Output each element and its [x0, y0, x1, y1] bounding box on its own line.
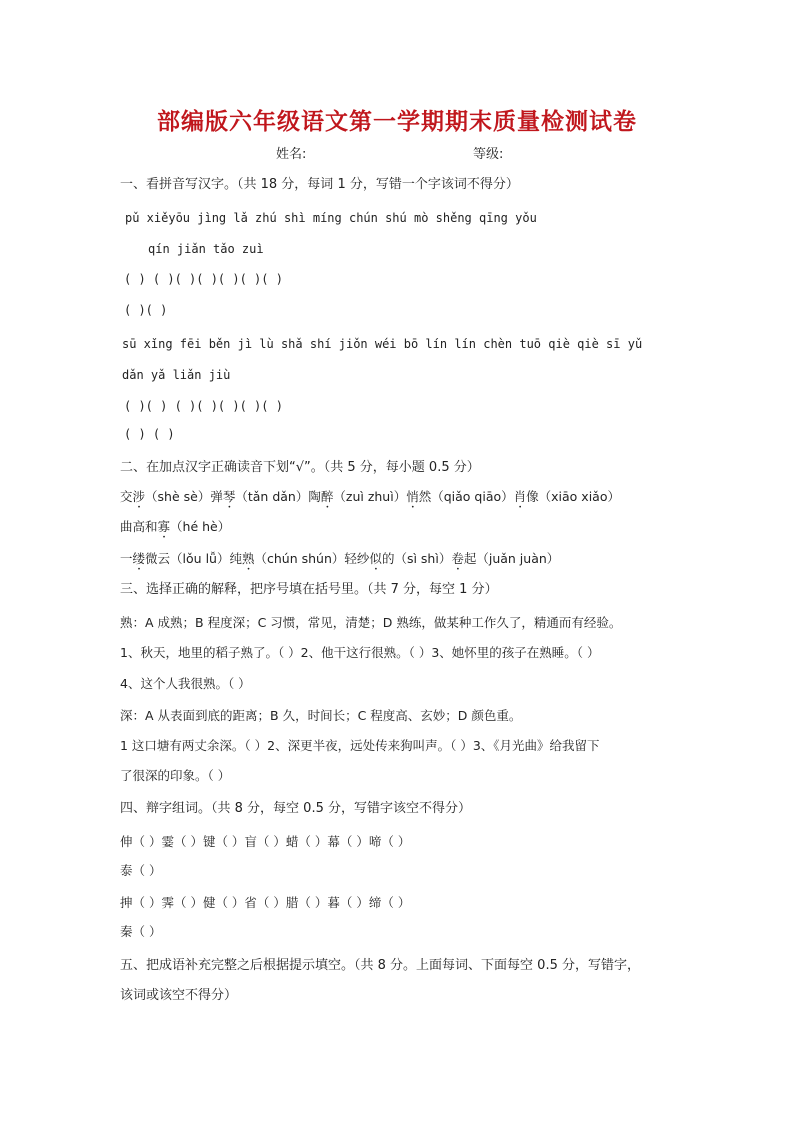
reading-item: 肖像（xiāo xiǎo） [513, 489, 620, 504]
word-group-row-3: 抻（ ）霁（ ）健（ ）省（ ）腊（ ）暮（ ）缔（ ） [120, 895, 411, 910]
shen-questions-2: 了很深的印象。（ ） [120, 768, 231, 783]
word-group-row-2: 泰（ ） [120, 863, 162, 878]
answer-parens-row-4: ( ) ( ) [124, 427, 175, 441]
shen-questions-1: 1 这口塘有两丈余深。（ ）2、深更半夜，远处传来狗叫声。（ ）3、《月光曲》给我留下 [120, 738, 600, 753]
pinyin-row-3: sū xǐng fēi běn jì lù shǎ shí jiǒn wéi bō lín lín chèn tuō qiè qiè sī yǔ [122, 337, 643, 351]
answer-parens-row-3: ( )( ) ( )( )( )( )( ) [124, 399, 283, 413]
section3-heading: 三、选择正确的解释，把序号填在括号里。（共 7 分，每空 1 分） [120, 582, 498, 597]
shen-definitions: 深：A 从表面到底的距离；B 久，时间长；C 程度高、玄妙；D 颜色重。 [120, 708, 522, 723]
section1-heading: 一、看拼音写汉字。（共 18 分，每词 1 分，写错一个字该词不得分） [120, 177, 519, 192]
pinyin-row-2: qín jiǎn tǎo zuì [148, 242, 264, 256]
reading-item: 一缕微云（lǒu lǚ） [120, 551, 230, 566]
reading-item: 交涉（shè sè） [120, 489, 211, 504]
reading-item: 悄然（qiǎo qiāo） [406, 489, 514, 504]
word-group-row-1: 伸（ ）霎（ ）键（ ）盲（ ）蜡（ ）幕（ ）啼（ ） [120, 834, 411, 849]
page-title: 部编版六年级语文第一学期期末质量检测试卷 [157, 108, 637, 135]
reading-item: 陶醉（zuì zhuì） [308, 489, 407, 504]
reading-item: 弹琴（tǎn dǎn） [210, 489, 309, 504]
shu-questions-2: 4、这个人我很熟。（ ） [120, 676, 251, 691]
section4-heading: 四、辩字组词。（共 8 分，每空 0.5 分，写错字该空不得分） [120, 801, 471, 816]
shu-questions-1: 1、秋天，地里的稻子熟了。（ ）2、他干这行很熟。（ ）3、她怀里的孩子在熟睡。（ ） [120, 645, 600, 660]
shu-definitions: 熟：A 成熟；B 程度深；C 习惯，常见，清楚；D 熟练，做某种工作久了，精通而有经验。 [120, 615, 622, 630]
reading-row-1 [120, 488, 680, 511]
section5-heading-cont: 该词或该空不得分） [120, 988, 238, 1003]
name-label: 姓名: [276, 147, 307, 162]
reading-row-3 [120, 550, 680, 573]
pinyin-row-4: dǎn yǎ liǎn jiù [122, 368, 231, 382]
section2-heading: 二、在加点汉字正确读音下划“√”。（共 5 分，每小题 0.5 分） [120, 460, 480, 475]
reading-item: 卷起（juǎn juàn） [451, 551, 560, 566]
answer-parens-row-2: ( )( ) [124, 303, 168, 317]
pinyin-row-1: pǔ xiěyōu jìng lǎ zhú shì míng chún shú mò shěng qīng yǒu [125, 211, 537, 225]
grade-label: 等级: [473, 147, 504, 162]
reading-item: 轻纱似的（sì shì） [344, 551, 452, 566]
word-group-row-4: 秦（ ） [120, 924, 162, 939]
section5-heading: 五、把成语补充完整之后根据提示填空。（共 8 分。上面每词、下面每空 0.5 分，写错字， [120, 958, 640, 973]
answer-parens-row-1: ( ) ( )( )( )( )( )( ) [124, 272, 283, 286]
reading-row-2: 曲高和寡（hé hè） [120, 519, 231, 534]
reading-item: 纯熟（chún shún） [229, 551, 345, 566]
